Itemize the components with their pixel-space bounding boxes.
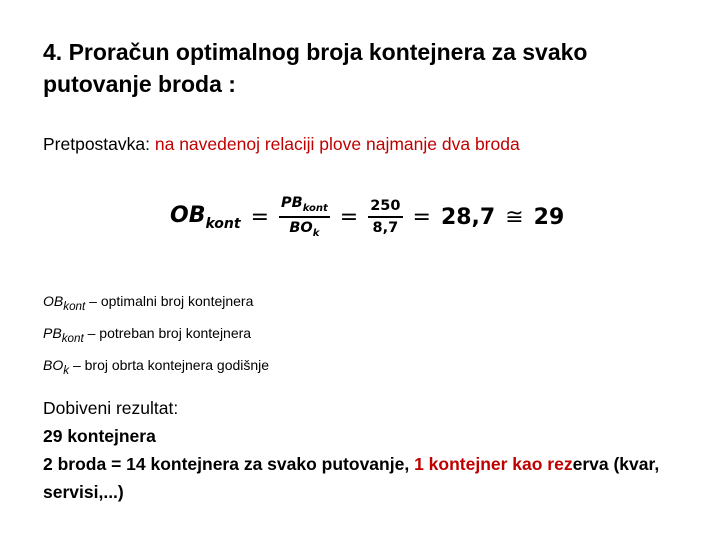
formula-equals-1: = bbox=[250, 204, 270, 230]
fraction-numerator: $PB_{kont}$ bbox=[281, 195, 328, 214]
formula bbox=[170, 190, 564, 244]
assumption-label: Pretpostavka: bbox=[43, 134, 150, 154]
legend-row: $OB_{kont}$ – optimalni broj kontejnera bbox=[43, 293, 254, 313]
formula-equals-2: = bbox=[339, 204, 359, 230]
results-line-2: 2 broda = 14 kontejnera za svako putovanje, 1 kontejner kao rezerva (kvar, servisi,...) bbox=[43, 454, 660, 502]
formula-lhs: $OB_{kont}$ bbox=[170, 202, 241, 232]
assumption-text: na navedenoj relaciji plove najmanje dva broda bbox=[154, 134, 520, 154]
results-heading: Dobiveni rezultat: bbox=[43, 398, 179, 418]
assumption-line bbox=[43, 132, 520, 156]
slide-title: 4. Proračun optimalnog broja kontejnera za svako putovanje broda : bbox=[43, 39, 588, 97]
legend-row: $BO_k$ – broj obrta kontejnera godišnje bbox=[43, 356, 270, 377]
formula-fraction-symbolic bbox=[279, 195, 330, 239]
fraction-denominator-value: 8,7 bbox=[372, 220, 399, 236]
formula-fraction-numeric bbox=[368, 198, 402, 236]
fraction-numerator-value: 250 bbox=[370, 198, 401, 214]
symbol-legend bbox=[43, 288, 269, 383]
fraction-denominator: $BO_k$ bbox=[289, 220, 320, 239]
results-line-1: 29 kontejnera bbox=[43, 426, 156, 446]
formula-value: 28,7 bbox=[440, 204, 496, 230]
formula-result: 29 bbox=[533, 204, 565, 230]
formula-approx: ≅ bbox=[505, 204, 524, 230]
results-block bbox=[43, 394, 703, 506]
legend-row: $PB_{kont}$ – potreban broj kontejnera bbox=[43, 324, 252, 345]
formula-equals-3: = bbox=[412, 204, 431, 230]
